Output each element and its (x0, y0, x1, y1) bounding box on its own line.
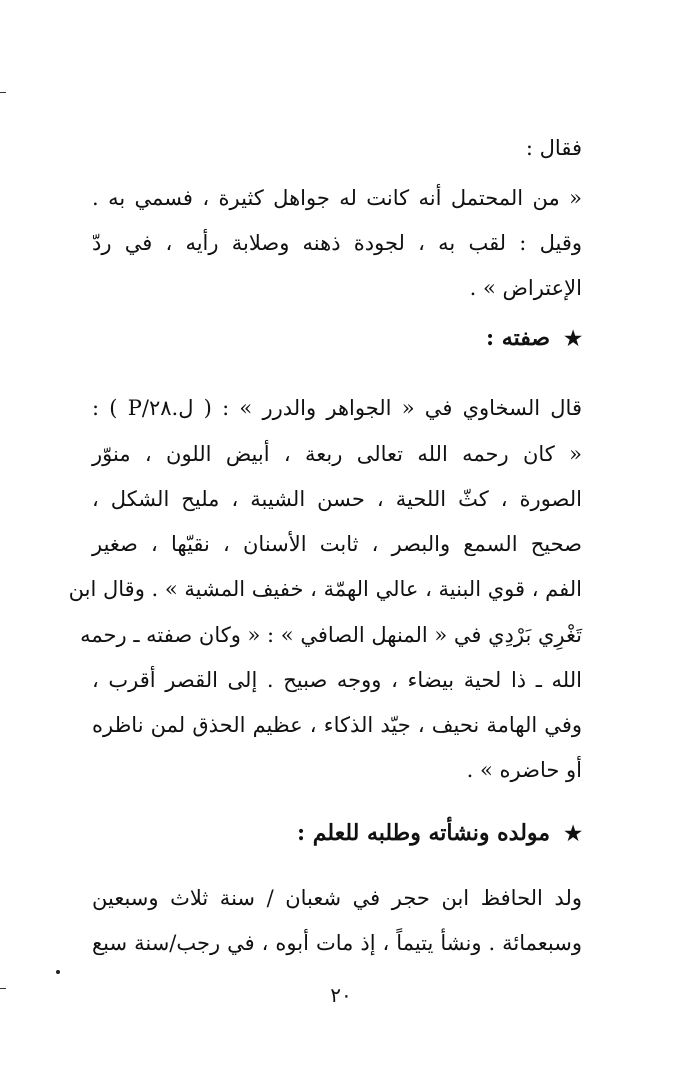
text-line-12: الله ـ ذا لحية بيضاء ، ووجه صبيح . إلى القصر أقرب ، (92, 668, 582, 692)
scan-edge-mark (0, 988, 6, 989)
star-icon: ★ (564, 326, 582, 350)
text-line-4: الإعتراض » . (469, 276, 582, 300)
section-heading-sifatuhu (92, 318, 582, 358)
text-line-8: الصورة ، كثّ اللحية ، حسن الشيبة ، مليح الشكل ، (92, 487, 582, 511)
section-heading-sifatuhu-label: صفته : (486, 325, 551, 351)
text-line-9: صحيح السمع والبصر ، ثابت الأسنان ، نقيّها ، صغير (92, 532, 582, 556)
text-line-14: أو حاضره » . (466, 758, 582, 782)
text-line-2: « من المحتمل أنه كانت له جواهل كثيرة ، فسمي به . (92, 186, 582, 210)
scan-speck (56, 970, 60, 974)
text-line-3: وقيل : لقب به ، لجودة ذهنه وصلابة رأيه ، في ردّ (92, 231, 582, 255)
section-heading-mawliduhu (92, 813, 582, 853)
star-icon: ★ (564, 821, 582, 845)
page-number: ٢٠ (330, 983, 352, 1007)
text-line-13: وفي الهامة نحيف ، جيّد الذكاء ، عظيم الحذق لمن ناظره (92, 713, 582, 737)
text-line-6: قال السخاوي في « الجواهر والدرر » : ( ل.٢٨/P ) : (92, 396, 582, 420)
text-line-7: « كان رحمه الله تعالى ربعة ، أبيض اللون ، منوّر (92, 442, 582, 466)
text-line-1: فقال : (525, 136, 582, 160)
text-line-11: تَغْرِي بَرْدِي في « المنهل الصافي » : « وكان صفته ـ رحمه (80, 623, 582, 647)
text-line-16: ولد الحافظ ابن حجر في شعبان / سنة ثلاث وسبعين (92, 886, 582, 910)
text-line-10: الفم ، قوي البنية ، عالي الهمّة ، خفيف المشية » . وقال ابن (68, 577, 582, 601)
scan-edge-mark (0, 92, 6, 93)
text-line-17: وسبعمائة . ونشأ يتيماً ، إذ مات أبوه ، في رجب/سنة سبع (92, 931, 582, 955)
section-heading-mawliduhu-label: مولده ونشأته وطلبه للعلم : (297, 820, 551, 846)
